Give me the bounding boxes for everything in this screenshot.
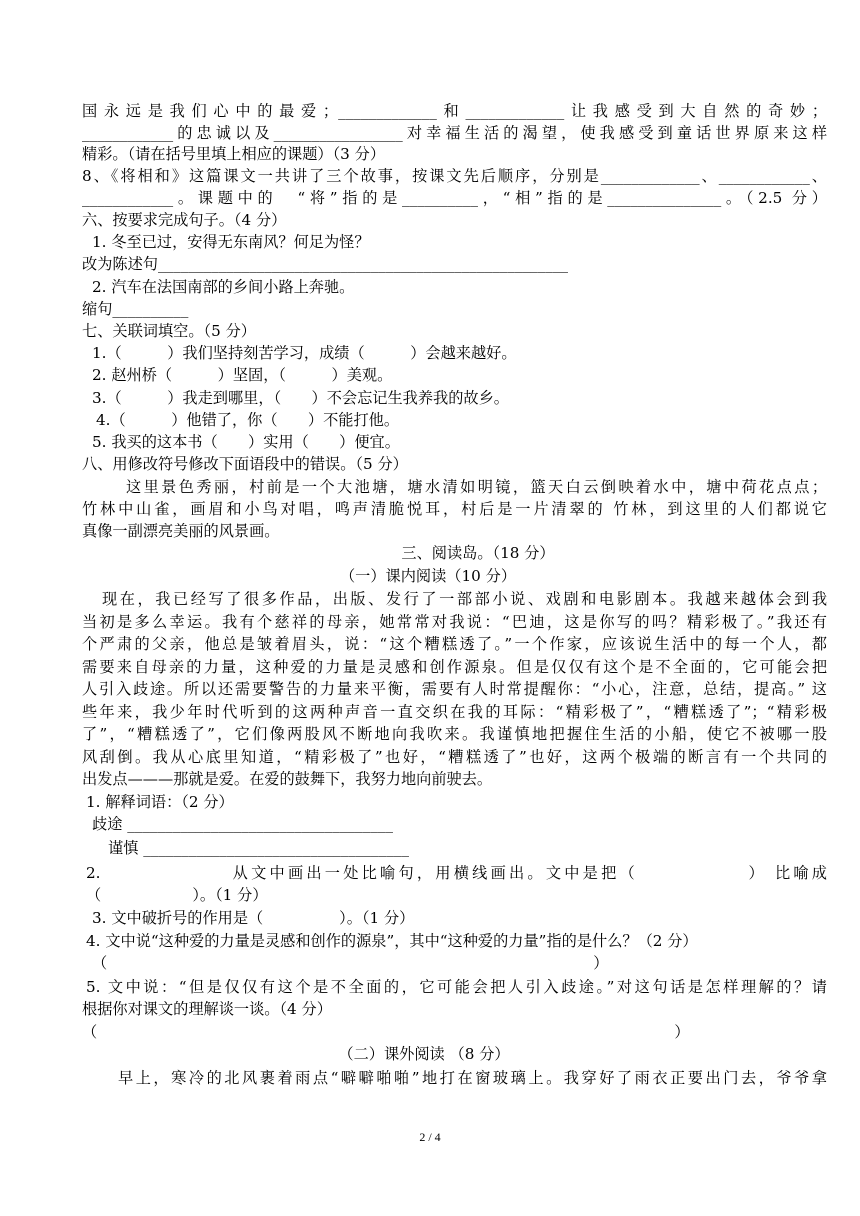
text-line: 六、按要求完成句子。（4 分） (82, 211, 287, 229)
text-line: 现在，我已经写了很多作品，出版、发行了一部部小说、戏剧和电影剧本。我越来越体会到我 (102, 590, 827, 608)
text-line: 1. 冬至已过，安得无东南风？何足为怪？ (92, 233, 370, 251)
text-line: 2. 从文中画出一处比喻句，用横线画出。文中是把（ ） 比喻成 (86, 864, 827, 882)
text-line: 3. 文中破折号的作用是（ ）。（1 分） (92, 909, 415, 927)
text-line: 需要来自母亲的力量，这种爱的力量是灵感和创作源泉。但是仅仅有这个是不全面的，它可能会把 (82, 658, 827, 676)
text-line: 2. 汽车在法国南部的乡间小路上奔驰。 (92, 278, 355, 296)
text-line: （ ） (82, 1023, 690, 1041)
section-heading: （二）课外阅读 （8 分） (338, 1045, 510, 1063)
text-line: 1. 解释词语：（2 分） (86, 793, 234, 811)
text-line: 2. 赵州桥（ ）坚固，（ ）美观。 (92, 366, 393, 384)
text-line: 缩句__________ (82, 300, 189, 318)
text-line: 国永远是我们心中的最爱；_____________和_____________让我感受到大自然的奇妙； (82, 102, 827, 120)
text-line: 歧途 ___________________________________ (92, 815, 393, 833)
text-line: （ ） (92, 954, 609, 972)
text-line: 5. 文中说：“但是仅仅有这个是不全面的，它可能会把人引入歧途。”对这句话是怎样理解的？请 (86, 978, 827, 996)
text-line: 出发点———那就是爱。在爱的鼓舞下，我努力地向前驶去。 (82, 770, 493, 788)
text-line: 早上，寒冷的北风裹着雨点“噼噼啪啪”地打在窗玻璃上。我穿好了雨衣正要出门去，爷爷拿 (118, 1069, 827, 1087)
text-line: 4. 文中说“这种爱的力量是灵感和创作的源泉”，其中“这种爱的力量”指的是什么？（2 分） (86, 932, 698, 950)
text-line: 些年来，我少年时代听到的这两种声音一直交织在我的耳际：“精彩极了”，“糟糕透了”；“精彩极 (82, 703, 827, 721)
text-line: 1.（ ）我们坚持刻苦学习，成绩（ ）会越来越好。 (92, 344, 517, 362)
text-line: 4.（ ）他错了，你（ ）不能打他。 (96, 411, 400, 429)
page-number: 2 / 4 (419, 1130, 441, 1144)
text-line: 当初是多么幸运。我有个慈祥的母亲，她常常对我说：“巴迪，这是你写的吗？精彩极了。”我还有 (82, 613, 827, 631)
section-heading: 三、阅读岛。（18 分） (401, 544, 555, 562)
text-line: 谨慎 ___________________________________ (108, 839, 409, 857)
text-line: 了”，“糟糕透了”，它们像两股风不断地向我吹来。我谨慎地把握住生活的小船，使它不被哪一股 (82, 725, 827, 743)
text-line: （ ）。（1 分） (86, 886, 268, 904)
text-line: 风刮倒。我从心底里知道，“精彩极了”也好，“糟糕透了”也好，这两个极端的断言有一个共同的 (82, 748, 827, 766)
text-line: 竹林中山雀，画眉和小鸟对唱，鸣声清脆悦耳，村后是一片清翠的 竹林，到这里的人们都说它 (82, 500, 827, 518)
text-line: 人引入歧途。所以还需要警告的力量来平衡，需要有人时常提醒你：“小心，注意，总结，提高。” 这 (82, 680, 827, 698)
text-line: 3.（ ）我走到哪里，（ ）不会忘记生我养我的故乡。 (92, 389, 509, 407)
text-line: 这里景色秀丽，村前是一个大池塘，塘水清如明镜，篮天白云倒映着水中，塘中荷花点点； (126, 478, 827, 496)
text-line: 七、关联词填空。（5 分） (82, 322, 256, 340)
section-heading: （一）课内阅读（10 分） (339, 567, 517, 585)
text-line: 个严肃的父亲，他总是皱着眉头，说：“这个糟糕透了。”一个作家，应该说生活中的每一个人，都 (82, 635, 827, 653)
text-line: 改为陈述句______________________________________________________ (82, 255, 568, 273)
text-line: 5. 我买的这本书（ ）实用（ ）便宜。 (92, 433, 400, 451)
text-line: ____________的忠诚以及_________________对幸福生活的渴望，使我感受到童话世界原来这样 (82, 124, 827, 142)
text-line: 八、用修改符号修改下面语段中的错误。（5 分） (82, 455, 408, 473)
text-line: 根据你对课文的理解谈一谈。（4 分） (82, 1000, 332, 1018)
text-line: 精彩。（请在括号里填上相应的课题）（3 分） (82, 145, 386, 163)
text-line: 8、《将相和》这篇课文一共讲了三个故事，按课文先后顺序，分别是_____________、____________、 (82, 167, 827, 185)
text-line: ____________。课题中的 “将”指的是__________，“相”指的是_______________。（2.5 分） (82, 189, 827, 207)
text-line: 真像一副漂亮美丽的风景画。 (82, 522, 280, 540)
